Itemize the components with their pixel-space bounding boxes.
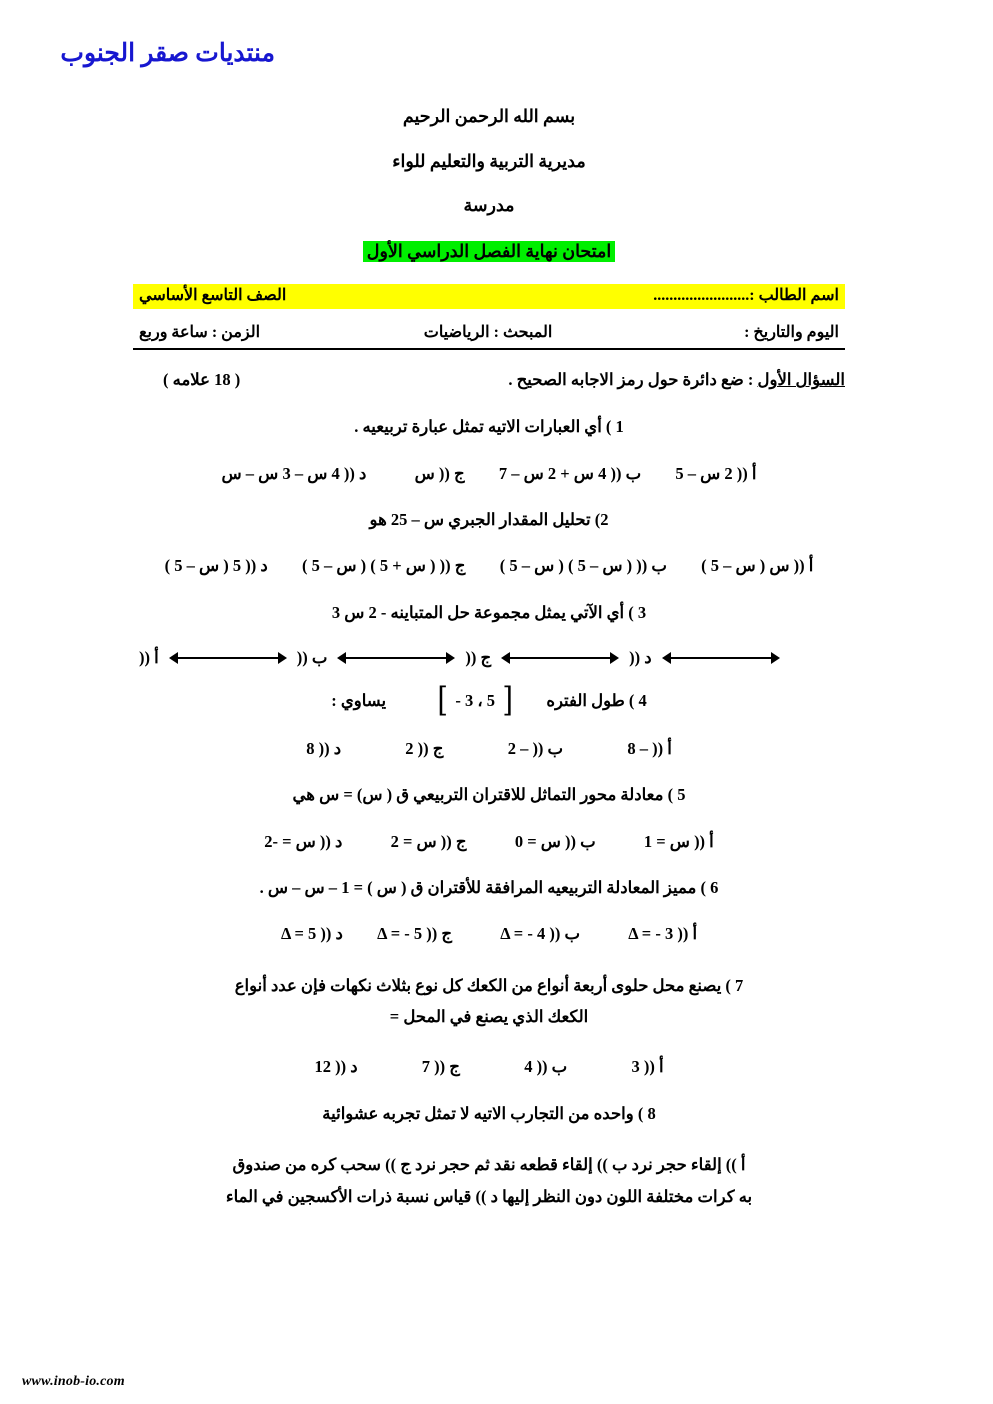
student-name-label: اسم الطالب :........................ xyxy=(653,286,839,304)
q1-option-c-text[interactable]: س xyxy=(414,463,435,483)
q7-option-a-key[interactable]: أ (( xyxy=(643,1057,664,1077)
interval-close-bracket: ] xyxy=(502,680,513,721)
q6-option-b-text[interactable]: Δ = - 4 xyxy=(500,924,546,944)
q4-option-b-text[interactable]: – 2 xyxy=(507,738,529,758)
q3-option-d[interactable] xyxy=(623,648,783,668)
exam-meta-row xyxy=(133,323,845,348)
q5-option-b-key[interactable]: ب (( xyxy=(564,831,596,851)
q3-option-d-key[interactable]: د (( xyxy=(629,648,652,668)
arrow-shaft xyxy=(508,657,612,659)
document-body xyxy=(133,108,845,1236)
q6-option-a-text[interactable]: Δ = - 3 xyxy=(628,924,674,944)
interval-open-bracket: [ xyxy=(437,680,449,721)
school-line: مدرسة xyxy=(463,195,515,215)
q2-option-b-text[interactable]: ( س – 5 ) ( س – 5 ) xyxy=(499,556,633,576)
question-6-options xyxy=(133,923,845,944)
interval-notation xyxy=(436,680,514,721)
question-8-options xyxy=(133,1149,845,1212)
q1-option-d-text[interactable]: 4 س – 3 س – س xyxy=(221,463,340,483)
q4-option-c-key[interactable]: ج (( xyxy=(417,738,444,758)
question-one-title-rest: : ضع دائرة حول رمز الاجابه الصحيح . xyxy=(508,370,758,390)
q1-option-a-key[interactable]: أ (( xyxy=(736,463,757,483)
q5-option-d-text[interactable]: س = -2 xyxy=(264,831,316,851)
q3-option-b-key[interactable]: ب (( xyxy=(296,648,328,668)
top-site-watermark: منتديات صقر الجنوب xyxy=(60,40,275,67)
time-label: الزمن : ساعة وربع xyxy=(139,324,261,342)
q1-option-d-key[interactable]: د (( xyxy=(343,463,367,483)
arrow-head-right xyxy=(278,652,287,664)
question-one-title xyxy=(508,370,845,390)
question-2-options xyxy=(133,555,845,576)
q3-option-a-key[interactable]: أ (( xyxy=(139,648,159,668)
question-7-stem-line-1: 7 ) يصنع محل حلوى أربعة أنواع من الكعك كل نوع بثلاث نكهات فإن عدد أنواع xyxy=(234,975,744,995)
q4-option-a-text[interactable]: – 8 xyxy=(627,738,648,758)
question-7-stem-line-2: الكعك الذي يصنع في المحل = xyxy=(389,1007,589,1027)
q6-option-d-text[interactable]: Δ = 5 xyxy=(280,924,317,944)
question-1-stem: 1 ) أي العبارات الاتيه تمثل عبارة تربيعيه . xyxy=(354,417,624,437)
q5-option-d-key[interactable]: د (( xyxy=(319,831,343,851)
question-3-stem: 3 ) أي الآتي يمثل مجموعة حل المتباينه - 2 س 3 xyxy=(331,602,647,622)
question-8-options-line-1[interactable]: أ )) إلقاء حجر نرد ب )) إلقاء قطعه نقد ثم حجر نرد ج )) سحب كره من صندوق xyxy=(232,1155,746,1175)
question-one-heading xyxy=(133,370,845,390)
question-8-options-line-2[interactable]: به كرات مختلفة اللون دون النظر إليها د )) قياس نسبة ذرات الأكسجين في الماء xyxy=(225,1186,753,1206)
q5-option-c-key[interactable]: ج (( xyxy=(440,831,467,851)
arrow-head-right xyxy=(771,652,780,664)
q1-option-b-text[interactable]: 4 س + 2 س – 7 xyxy=(498,463,607,483)
q1-option-c-key[interactable]: ج (( xyxy=(438,463,465,483)
header-divider xyxy=(133,348,845,350)
arrow-shaft xyxy=(669,657,773,659)
q5-option-b-text[interactable]: س = 0 xyxy=(514,831,561,851)
q4-option-d-text[interactable]: 8 xyxy=(306,738,315,758)
q6-option-c-key[interactable]: ج (( xyxy=(426,924,452,944)
question-5-stem: 5 ) معادلة محور التماثل للاقتران التربيعي ق ( س) = س هي xyxy=(292,785,686,805)
q2-option-a-key[interactable]: أ (( xyxy=(793,556,814,576)
number-line-arrow-icon xyxy=(662,651,780,665)
q2-option-d-key[interactable]: د (( xyxy=(245,556,268,576)
number-line-arrow-icon xyxy=(169,651,287,665)
question-5-options xyxy=(133,831,845,852)
question-7-stem xyxy=(133,970,845,1033)
question-one-title-underlined: السؤال الأول xyxy=(757,370,845,390)
question-1-options xyxy=(133,463,845,484)
number-line-arrow-icon xyxy=(337,651,455,665)
q2-option-b-key[interactable]: ب (( xyxy=(636,556,667,576)
q6-option-d-key[interactable]: د (( xyxy=(320,924,343,944)
arrow-shaft xyxy=(176,657,280,659)
q2-option-a-text[interactable]: س ( س – 5 ) xyxy=(701,556,790,576)
footer-site-watermark: www.inob-io.com xyxy=(22,1374,125,1389)
question-8-stem: 8 ) واحده من التجارب الاتيه لا تمثل تجربه عشوائية xyxy=(322,1103,656,1123)
date-label: اليوم والتاريخ : xyxy=(744,324,839,342)
question-7-options xyxy=(133,1056,845,1077)
q4-option-d-key[interactable]: د (( xyxy=(318,738,342,758)
q7-option-d-text[interactable]: 12 xyxy=(314,1057,331,1077)
number-line-arrow-icon xyxy=(501,651,619,665)
q5-option-a-key[interactable]: أ (( xyxy=(694,831,714,851)
q7-option-b-key[interactable]: ب (( xyxy=(536,1057,568,1077)
q5-option-c-text[interactable]: س = 2 xyxy=(390,831,437,851)
q1-option-a-text[interactable]: 2 س – 5 xyxy=(675,463,733,483)
arrow-head-right xyxy=(446,652,455,664)
directorate-line: مديرية التربية والتعليم للواء xyxy=(392,150,586,171)
exam-title-highlighted: امتحان نهاية الفصل الدراسي الأول xyxy=(363,241,615,262)
interval-values: - 3 ، 5 xyxy=(455,691,496,711)
student-info-band xyxy=(133,284,845,309)
question-6-stem: 6 ) مميز المعادلة التربيعيه المرافقة للأقتران ق ( س ) = 1 – س – س . xyxy=(259,878,719,898)
q6-option-c-text[interactable]: Δ = - 5 xyxy=(377,924,423,944)
question-one-marks: ( 18 علامه ) xyxy=(163,370,241,390)
q7-option-d-key[interactable]: د (( xyxy=(335,1057,358,1077)
grade-label: الصف التاسع الأساسي xyxy=(139,286,287,304)
arrow-head-right xyxy=(610,652,619,664)
q3-option-c-key[interactable]: ج (( xyxy=(465,648,492,668)
q4-option-c-text[interactable]: 2 xyxy=(405,738,414,758)
q4-stem-start: 4 ) طول الفتره xyxy=(546,691,647,711)
q3-option-a[interactable] xyxy=(133,648,291,668)
q2-option-c-text[interactable]: ( س + 5 ) ( س – 5 ) xyxy=(301,556,436,576)
basmala-line: بسم الله الرحمن الرحيم xyxy=(402,106,576,126)
q1-option-b-key[interactable]: ب (( xyxy=(610,463,642,483)
q4-option-a-key[interactable]: أ (( xyxy=(652,738,672,758)
q2-option-d-text[interactable]: 5 ( س – 5 ) xyxy=(164,556,242,576)
q7-option-a-text[interactable]: 3 xyxy=(631,1057,640,1077)
q6-option-a-key[interactable]: أ (( xyxy=(677,924,698,944)
q4-stem-end: يساوي : xyxy=(331,691,387,711)
arrow-shaft xyxy=(344,657,448,659)
q3-option-c[interactable] xyxy=(459,648,623,668)
question-3-options xyxy=(133,648,845,668)
question-2-stem: 2) تحليل المقدار الجبري س – 25 هو xyxy=(369,510,609,530)
exam-title-row xyxy=(133,241,845,262)
q7-option-b-text[interactable]: 4 xyxy=(524,1057,533,1077)
subject-label: المبحث : الرياضيات xyxy=(423,324,553,342)
q7-option-c-key[interactable]: ج (( xyxy=(434,1057,460,1077)
q3-option-b[interactable] xyxy=(291,648,460,668)
q2-option-c-key[interactable]: ج (( xyxy=(439,556,466,576)
q6-option-b-key[interactable]: ب (( xyxy=(549,924,580,944)
question-4-options xyxy=(133,738,845,759)
q7-option-c-text[interactable]: 7 xyxy=(421,1057,431,1077)
question-4-stem xyxy=(133,680,845,721)
q4-option-b-key[interactable]: ب (( xyxy=(532,738,564,758)
q5-option-a-text[interactable]: س = 1 xyxy=(643,831,690,851)
